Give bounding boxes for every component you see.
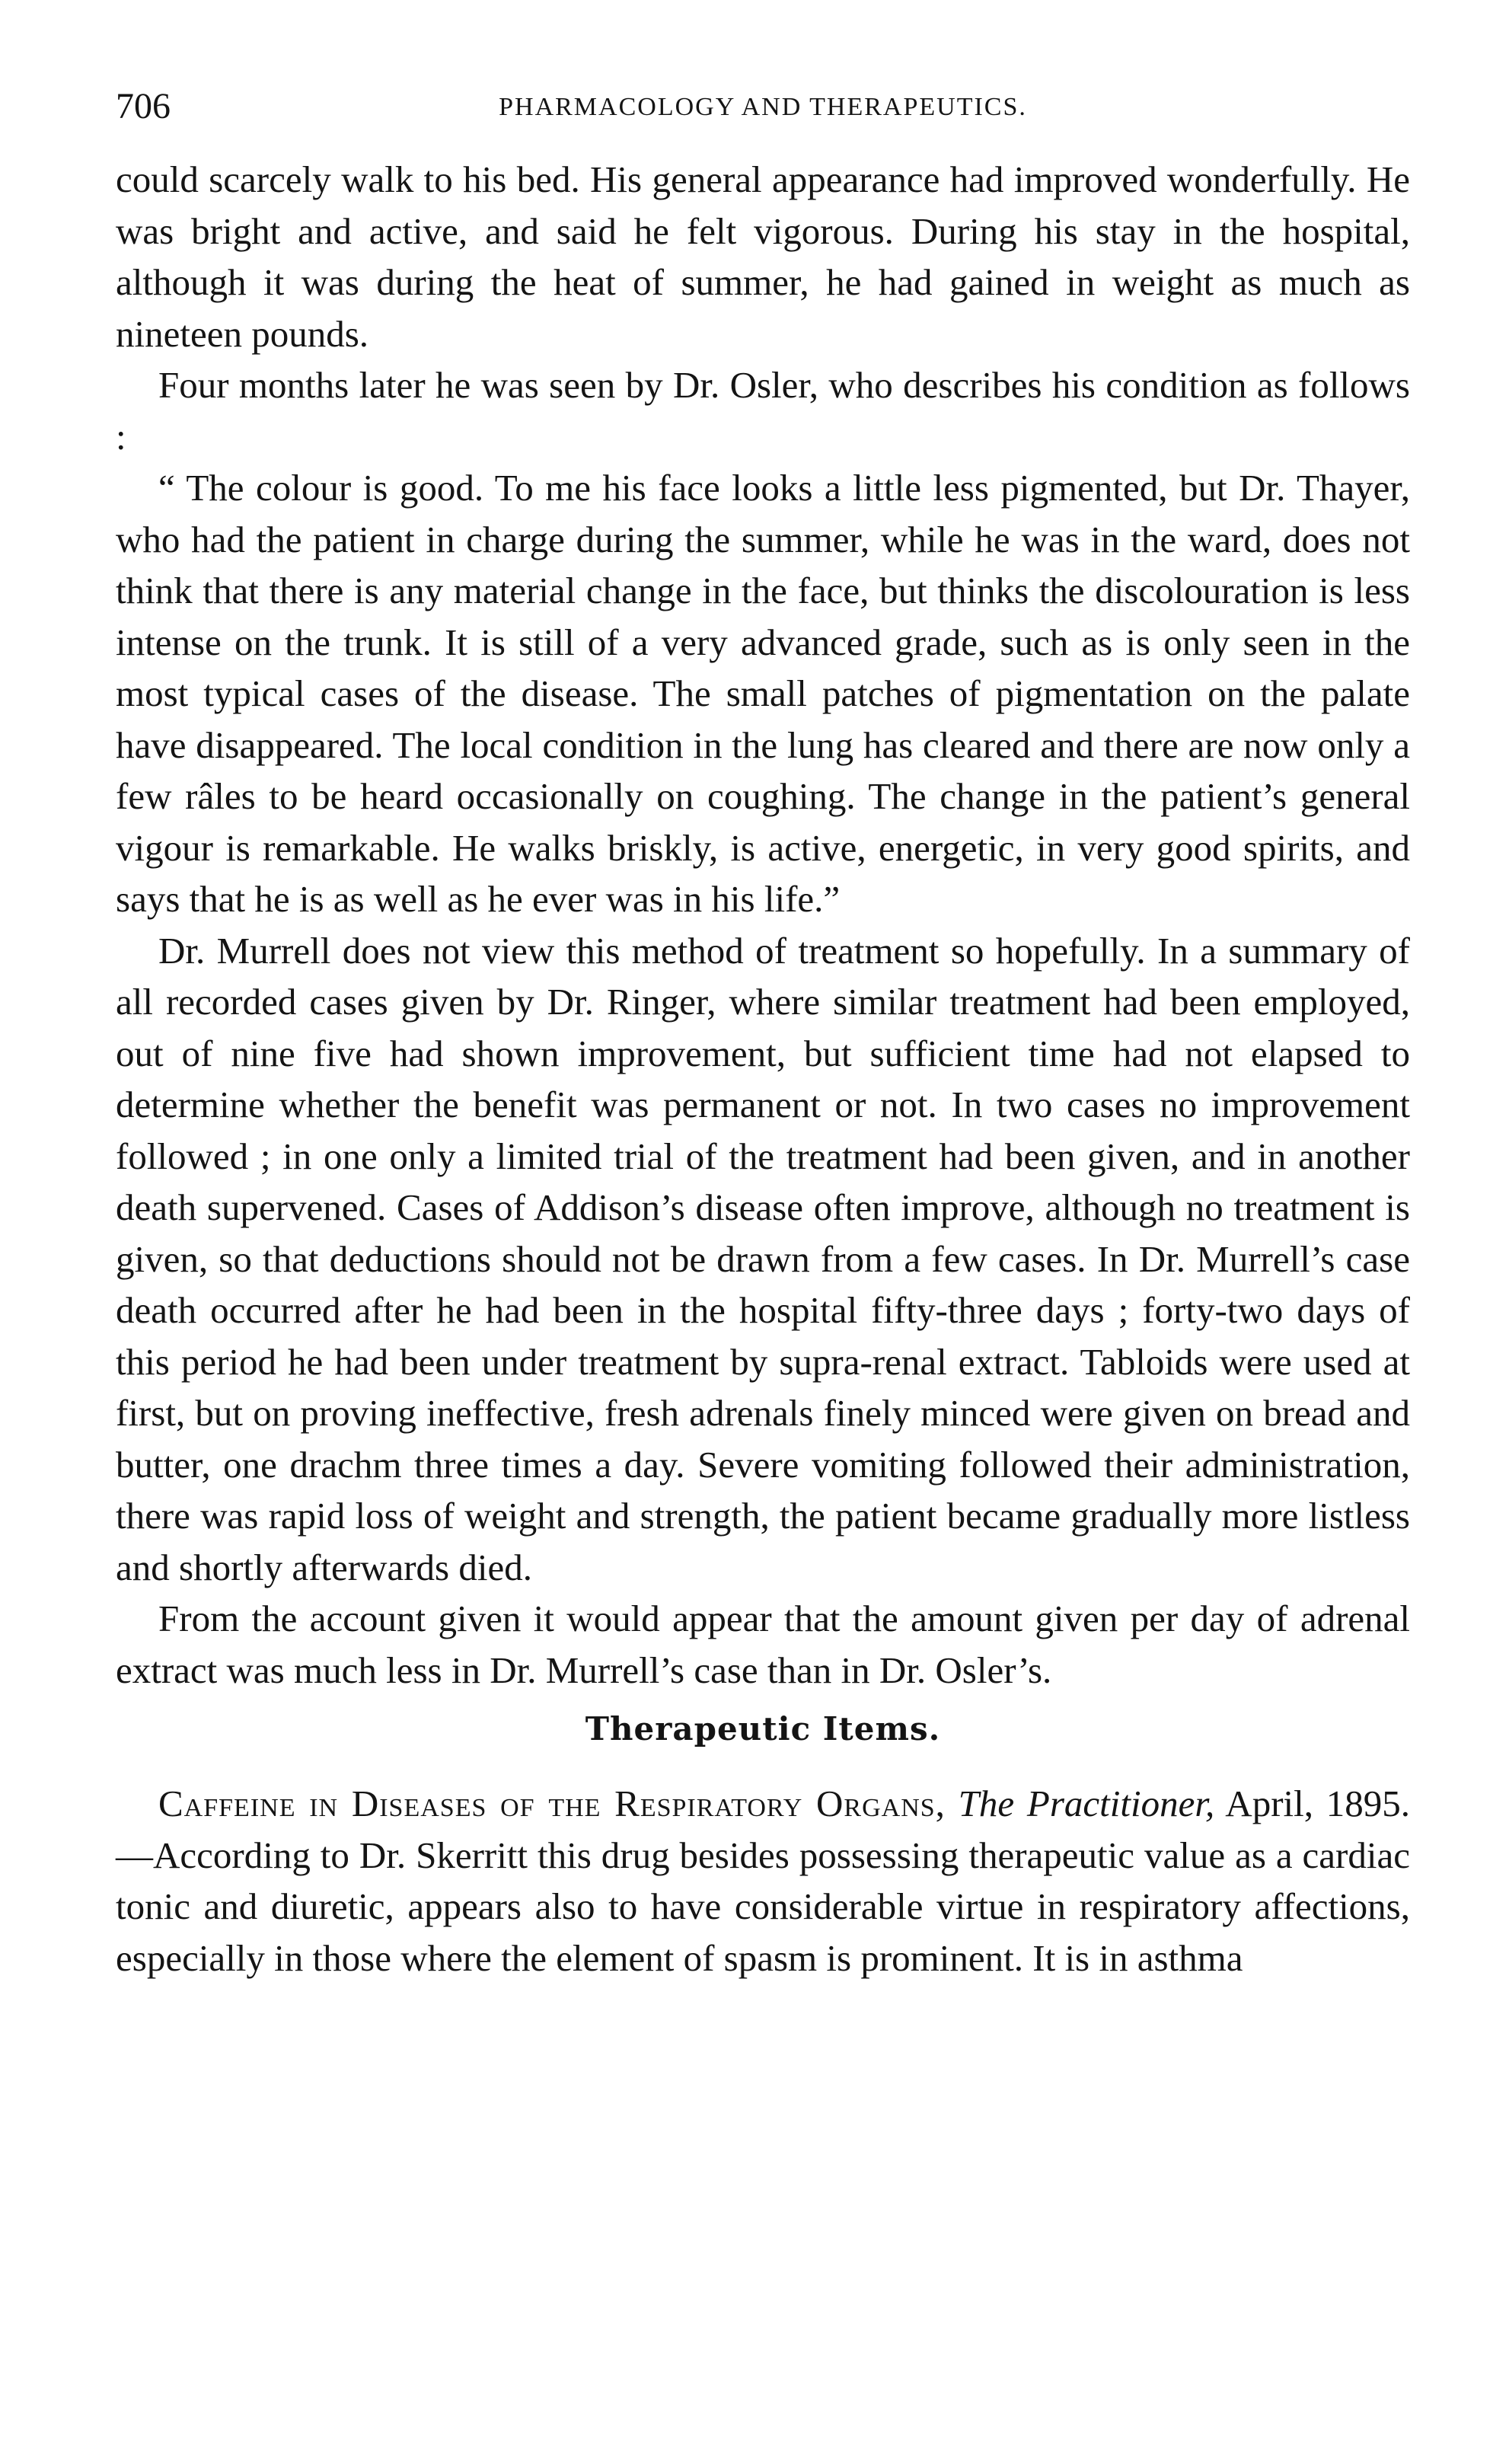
paragraph-continuation: could scarcely walk to his bed. His general appearance had improved wonderfully. He was bright and active, and said he felt vigorous. During his stay in the hospital, although it was during the heat of summer, he had gained in weight as much as nineteen pounds. bbox=[116, 158, 1410, 355]
paragraph-osler-quote: “ The colour is good. To me his face looks a little less pigmented, but Dr. Thayer, who had the patient in charge during the summer, while he was in the ward, does not think that there is any material change in the face, but thinks the discolouration is less intense on the trunk. It is still of a very advanced grade, such as is only seen in the most typical cases of the disease. The small patches of pigmentation on the palate have disappeared. The local condition in the lung has cleared and there are now only a few râles to be heard occasionally on coughing. The change in the patient’s general vigour is remarkable. He walks briskly, is active, energetic, in very good spirits, and says that he is as well as he ever was in his life.” bbox=[116, 467, 1410, 920]
item-title: Caffeine in Diseases of the Respiratory Organs, bbox=[158, 1783, 946, 1824]
paragraph-osler-intro: Four months later he was seen by Dr. Osler, who describes his condition as follows : bbox=[116, 364, 1410, 458]
item-text: April, 1895.—According to Dr. Skerritt this drug besides possessing therapeutic value as a cardiac tonic and diuretic, appears also to have considerable virtue in respiratory affections, especially in those where the element of spasm is prominent. It is in asthma bbox=[116, 1783, 1410, 1979]
paragraph-comparison: From the account given it would appear that the amount given per day of adrenal extract was much less in Dr. Murrell’s case than in Dr. Osler’s. bbox=[116, 1597, 1410, 1691]
running-head: PHARMACOLOGY AND THERAPEUTICS. bbox=[499, 93, 1027, 121]
section-heading: Therapeutic Items. bbox=[585, 1710, 941, 1747]
paragraph-murrell: Dr. Murrell does not view this method of treatment so hopefully. In a summary of all recorded cases given by Dr. Ringer, where similar treatment had been employed, out of nine five had shown improvement, but sufficient time had not elapsed to determine whether the benefit was permanent or not. In two cases no improvement followed ; in one only a limited trial of the treatment had been given, and in another death supervened. Cases of Addison’s disease often improve, although no treatment is given, so that deductions should not be drawn from a few cases. In Dr. Murrell’s case death occurred after he had been in the hospital fifty-three days ; forty-two days of this period he had been under treatment by supra-renal extract. Tabloids were used at first, but on proving ineffective, fresh adrenals finely minced were given on bread and butter, one drachm three times a day. Severe vomiting followed their administration, there was rapid loss of weight and strength, the patient became gradually more listless and shortly afterwards died. bbox=[116, 929, 1410, 1588]
page-number: 706 bbox=[116, 86, 171, 126]
book-page bbox=[116, 84, 1410, 1984]
item-journal: The Practitioner, bbox=[958, 1783, 1215, 1824]
paragraph-caffeine-item bbox=[116, 1778, 1410, 1984]
page-header bbox=[116, 84, 1410, 137]
